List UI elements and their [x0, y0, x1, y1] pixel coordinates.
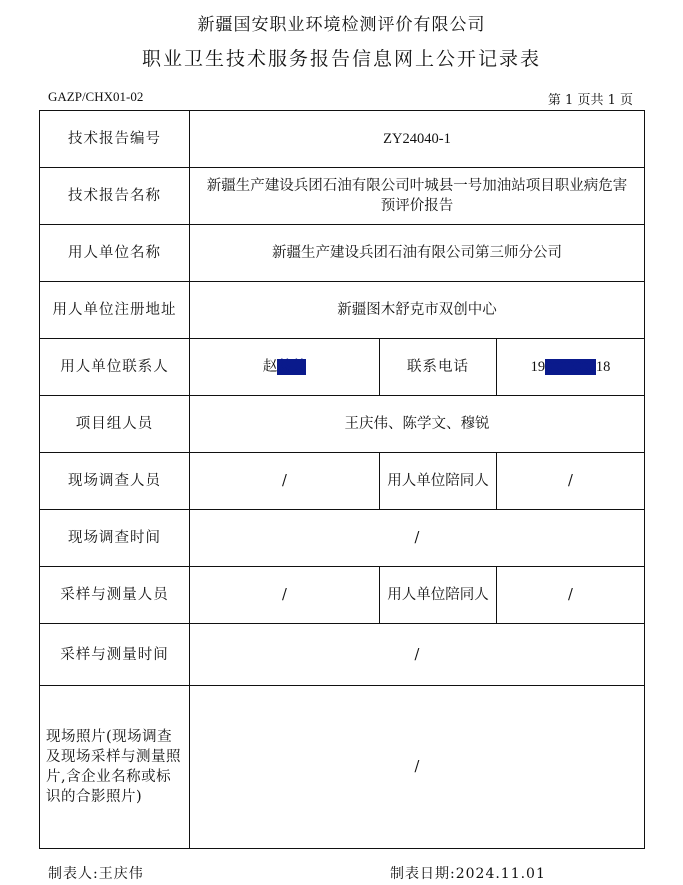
contact-name-redaction: 某某 [277, 359, 307, 375]
phone-label: 联系电话 [380, 339, 497, 396]
report-name-label: 技术报告名称 [40, 168, 190, 225]
report-no-value: ZY24040-1 [190, 111, 645, 168]
sampling-accompany-value: / [497, 567, 645, 624]
survey-accompany-value: / [497, 453, 645, 510]
sampling-time-label: 采样与测量时间 [40, 624, 190, 686]
page-title: 职业卫生技术服务报告信息网上公开记录表 [141, 48, 541, 70]
sampling-staff-label: 采样与测量人员 [40, 567, 190, 624]
page-info: 第 1 页共 1 页 [547, 93, 633, 108]
contact-name [190, 339, 380, 396]
table-row [40, 225, 645, 282]
table-row [40, 453, 645, 510]
prepared-by: 制表人:王庆伟 [48, 866, 144, 882]
company-name: 新疆国安职业环境检测评价有限公司 [197, 15, 486, 35]
table-row [40, 624, 645, 686]
table-row [40, 567, 645, 624]
table-row [40, 686, 645, 849]
phone-redaction: 0000000 [545, 359, 596, 375]
table-row [40, 396, 645, 453]
photos-label: 现场照片(现场调查及现场采样与测量照片,含企业名称或标识的合影照片) [40, 686, 190, 849]
phone-suffix: 18 [595, 359, 611, 375]
phone-value [497, 339, 645, 396]
report-name-value: 新疆生产建设兵团石油有限公司叶城县一号加油站项目职业病危害预评价报告 [190, 168, 645, 225]
table-row [40, 510, 645, 567]
phone-prefix: 19 [530, 359, 546, 375]
survey-time-value: / [190, 510, 645, 567]
report-no-label: 技术报告编号 [40, 111, 190, 168]
contact-name-visible: 赵 [262, 359, 278, 375]
sampling-accompany-label: 用人单位陪同人 [380, 567, 497, 624]
survey-time-label: 现场调查时间 [40, 510, 190, 567]
survey-staff-value: / [190, 453, 380, 510]
table-row [40, 339, 645, 396]
address-label: 用人单位注册地址 [40, 282, 190, 339]
table-row [40, 111, 645, 168]
team-value: 王庆伟、陈学文、穆锐 [190, 396, 645, 453]
sampling-time-value: / [190, 624, 645, 686]
survey-staff-label: 现场调查人员 [40, 453, 190, 510]
employer-value: 新疆生产建设兵团石油有限公司第三师分公司 [190, 225, 645, 282]
table-row [40, 282, 645, 339]
address-value: 新疆图木舒克市双创中心 [190, 282, 645, 339]
table-row [40, 168, 645, 225]
prepared-date: 制表日期:2024.11.01 [390, 866, 546, 882]
document-number: GAZP/CHX01-02 [48, 89, 144, 104]
photos-value: / [190, 686, 645, 849]
sampling-staff-value: / [190, 567, 380, 624]
record-table [39, 110, 645, 849]
team-label: 项目组人员 [40, 396, 190, 453]
employer-label: 用人单位名称 [40, 225, 190, 282]
contact-label: 用人单位联系人 [40, 339, 190, 396]
survey-accompany-label: 用人单位陪同人 [380, 453, 497, 510]
